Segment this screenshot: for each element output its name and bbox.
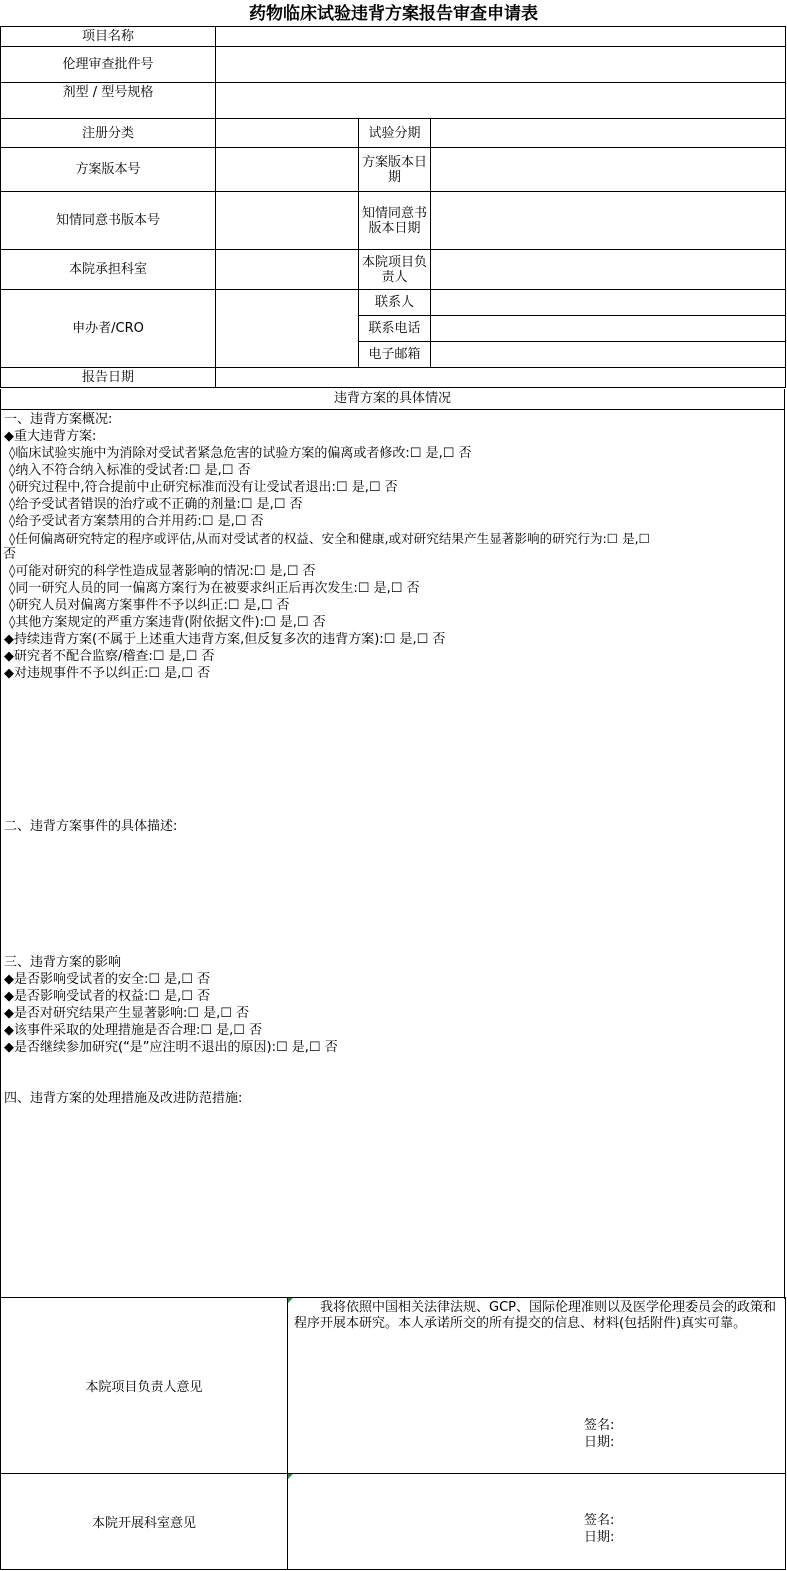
dept-sign-label: 签名: [584, 1513, 615, 1528]
pi-opinion-cell[interactable] [288, 1298, 786, 1474]
major-item-5: ◊给予受试者方案禁用的合并用药:☐ 是,☐ 否 [9, 514, 264, 529]
major-item-6: ◊任何偏离研究特定的程序或评估,从而对受试者的权益、安全和健康,或对研究结果产生显著影响的研究行为:☐ 是,☐ [9, 531, 650, 546]
pi-sign-label: 签名: [584, 1418, 615, 1433]
project-name-field[interactable] [216, 27, 786, 47]
major-item-10: ◊其他方案规定的严重方案违背(附依据文件):☐ 是,☐ 否 [9, 615, 326, 630]
opinion-table [0, 1297, 786, 1570]
report-date-field[interactable] [216, 368, 786, 388]
major-item-7: ◊可能对研究的科学性造成显著影响的情况:☐ 是,☐ 否 [9, 564, 316, 579]
department-field[interactable] [216, 250, 359, 290]
impact-item-3: ◆是否对研究结果产生显著影响:☐ 是,☐ 否 [4, 1006, 250, 1021]
phone-label: 联系电话 [359, 316, 431, 342]
email-label: 电子邮箱 [359, 342, 431, 368]
contact-label: 联系人 [359, 290, 431, 316]
impact-item-5: ◆是否继续参加研究(“是”应注明不退出的原因):☐ 是,☐ 否 [4, 1040, 338, 1055]
icf-date-label: 知情同意书版本日期 [359, 192, 431, 250]
audit-item: ◆研究者不配合监察/稽查:☐ 是,☐ 否 [4, 649, 215, 664]
impact-item-1: ◆是否影响受试者的安全:☐ 是,☐ 否 [4, 972, 211, 987]
protocol-version-field[interactable] [216, 148, 359, 192]
major-item-4: ◊给予受试者错误的治疗或不正确的剂量:☐ 是,☐ 否 [9, 497, 303, 512]
ethics-no-label: 伦理审查批件号 [1, 47, 216, 83]
icf-version-field[interactable] [216, 192, 359, 250]
dept-opinion-cell[interactable] [288, 1474, 786, 1570]
major-item-9: ◊研究人员对偏离方案事件不予以纠正:☐ 是,☐ 否 [9, 598, 290, 613]
comment-marker-icon [288, 1298, 293, 1303]
impact-item-2: ◆是否影响受试者的权益:☐ 是,☐ 否 [4, 989, 211, 1004]
section-3-heading: 三、违背方案的影响 [4, 955, 122, 970]
protocol-version-label: 方案版本号 [1, 148, 216, 192]
pi-opinion-label: 本院项目负责人意见 [1, 1298, 288, 1474]
project-name-label: 项目名称 [1, 27, 216, 47]
major-item-3: ◊研究过程中,符合提前中止研究标准而没有让受试者退出:☐ 是,☐ 否 [9, 480, 398, 495]
phone-field[interactable] [431, 316, 786, 342]
section-4-heading: 四、违背方案的处理措施及改进防范措施: [4, 1091, 243, 1106]
trial-phase-label: 试验分期 [359, 119, 431, 148]
protocol-date-field[interactable] [431, 148, 786, 192]
details-body[interactable] [0, 409, 785, 1299]
icf-date-field[interactable] [431, 192, 786, 250]
major-heading: ◆重大违背方案: [4, 429, 97, 444]
sponsor-label: 申办者/CRO [1, 290, 216, 368]
dosage-form-field[interactable] [216, 83, 786, 119]
trial-phase-field[interactable] [431, 119, 786, 148]
comment-marker-icon [288, 1474, 293, 1479]
impact-item-4: ◆该事件采取的处理措施是否合理:☐ 是,☐ 否 [4, 1023, 263, 1038]
email-field[interactable] [431, 342, 786, 368]
major-item-1: ◊临床试验实施中为消除对受试者紧急危害的试验方案的偏离或者修改:☐ 是,☐ 否 [9, 446, 472, 461]
major-item-2: ◊纳入不符合纳入标准的受试者:☐ 是,☐ 否 [9, 463, 251, 478]
persistent-item: ◆持续违背方案(不属于上述重大违背方案,但反复多次的违背方案):☐ 是,☐ 否 [4, 632, 446, 647]
pi-field[interactable] [431, 250, 786, 290]
section-2-heading: 二、违背方案事件的具体描述: [4, 819, 178, 834]
sponsor-field[interactable] [216, 290, 359, 368]
report-date-label: 报告日期 [1, 368, 216, 388]
pi-label: 本院项目负责人 [359, 250, 431, 290]
ethics-no-field[interactable] [216, 47, 786, 83]
dept-date-label: 日期: [584, 1530, 615, 1545]
icf-version-label: 知情同意书版本号 [1, 192, 216, 250]
dosage-form-label: 剂型 / 型号规格 [1, 83, 216, 119]
major-item-6-cont: 否 [3, 547, 17, 562]
protocol-date-label: 方案版本日期 [359, 148, 431, 192]
department-label: 本院承担科室 [1, 250, 216, 290]
form-title: 药物临床试验违背方案报告审查申请表 [249, 4, 538, 24]
dept-opinion-label: 本院开展科室意见 [1, 1474, 288, 1570]
uncorrected-item: ◆对违规事件不予以纠正:☐ 是,☐ 否 [4, 666, 211, 681]
pi-date-label: 日期: [584, 1435, 615, 1450]
contact-field[interactable] [431, 290, 786, 316]
section-title: 违背方案的具体情况 [0, 389, 785, 410]
reg-class-label: 注册分类 [1, 119, 216, 148]
info-table [0, 26, 786, 388]
section-1-heading: 一、违背方案概况: [4, 412, 113, 427]
reg-class-field[interactable] [216, 119, 359, 148]
pi-statement: 我将依照中国相关法律法规、GCP、国际伦理准则以及医学伦理委员会的政策和程序开展本研究。本人承诺所交的所有提交的信息、材料(包括附件)真实可靠。 [294, 1300, 776, 1331]
major-item-8: ◊同一研究人员的同一偏离方案行为在被要求纠正后再次发生:☐ 是,☐ 否 [9, 581, 420, 596]
